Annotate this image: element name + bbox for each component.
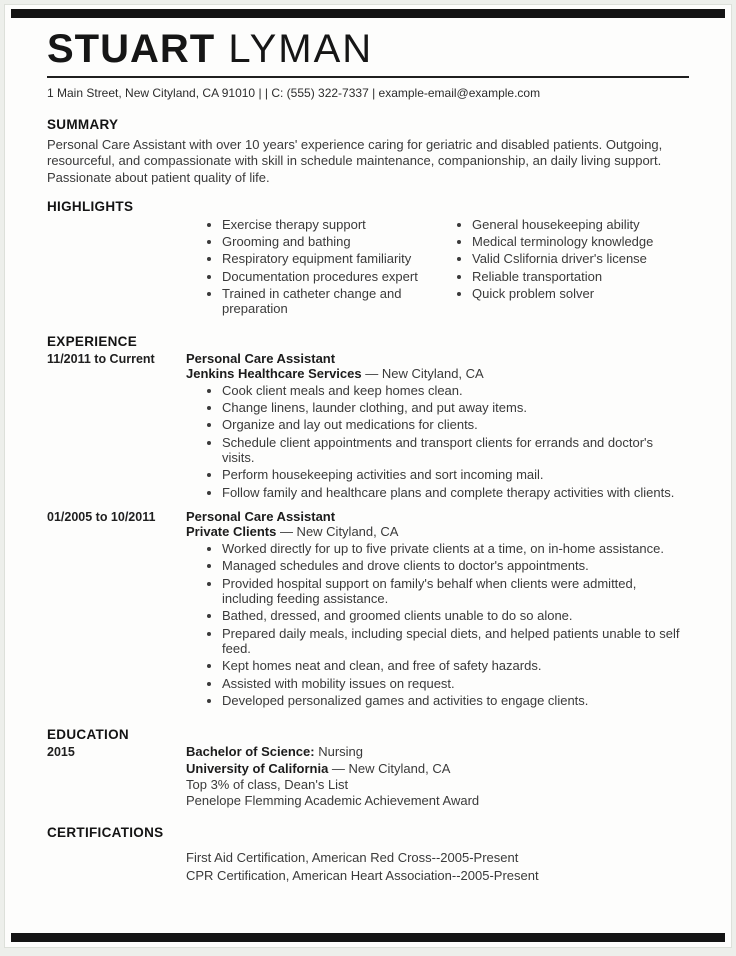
highlight-item: • Exercise therapy support	[222, 217, 436, 232]
school-name: University of California	[186, 760, 329, 776]
resume-page	[4, 4, 732, 948]
job-location: — New Cityland, CA	[361, 365, 484, 381]
job-dates: 11/2011 to Current	[47, 351, 155, 366]
job-bullet: • Cook client meals and keep homes clean.	[222, 383, 689, 398]
experience-heading: EXPERIENCE	[47, 333, 138, 349]
job-bullet: • Assisted with mobility issues on request.	[222, 676, 689, 691]
education-section	[47, 727, 689, 809]
job-bullet: • Schedule client appointments and transport clients for errands and doctor's visits.	[222, 435, 689, 466]
degree-field: Nursing	[314, 744, 364, 760]
certifications-section	[47, 825, 689, 884]
job-bullet: • Managed schedules and drove clients to doctor's appointments.	[222, 558, 689, 573]
highlight-item: • Respiratory equipment familiarity	[222, 251, 436, 266]
highlight-item: • Medical terminology knowledge	[472, 234, 689, 249]
job-bullet: • Change linens, launder clothing, and put away items.	[222, 400, 689, 415]
highlight-item: • Trained in catheter change and preparation	[222, 286, 436, 317]
job-details	[186, 351, 689, 502]
degree-title: Bachelor of Science:	[186, 744, 315, 760]
highlights-heading: HIGHLIGHTS	[47, 198, 134, 214]
job-bullet: • Developed personalized games and activities to engage clients.	[222, 693, 689, 708]
job-entry	[47, 351, 689, 502]
job-bullet: • Follow family and healthcare plans and complete therapy activities with clients.	[222, 485, 689, 500]
school-location: — New Cityland, CA	[328, 760, 451, 776]
highlights-columns	[186, 215, 689, 319]
top-divider-bar	[11, 9, 725, 18]
degree-line	[186, 744, 689, 760]
contact-line: 1 Main Street, New Cityland, CA 91010 | | C: (555) 322-7337 | example-email@example.com	[47, 86, 541, 100]
bottom-divider-bar	[11, 933, 725, 942]
job-title: Personal Care Assistant	[186, 509, 336, 525]
name-heading	[47, 29, 689, 69]
job-bullet: • Organize and lay out medications for clients.	[222, 417, 689, 432]
name-first: STUART	[47, 27, 216, 71]
education-details	[186, 744, 689, 809]
school-line	[186, 761, 689, 777]
highlight-item: • Quick problem solver	[472, 286, 689, 301]
job-bullet: • Bathed, dressed, and groomed clients unable to do so alone.	[222, 608, 689, 623]
name-last: LYMAN	[215, 27, 374, 71]
job-bullet: • Worked directly for up to five private clients at a time, on in-home assistance.	[222, 541, 689, 556]
education-heading: EDUCATION	[47, 727, 129, 743]
certifications-heading: CERTIFICATIONS	[47, 825, 164, 841]
summary-section	[47, 117, 689, 186]
name-rule	[47, 76, 689, 78]
job-entry	[47, 509, 689, 710]
job-bullet-list	[186, 541, 689, 708]
highlight-item: • Reliable transportation	[472, 269, 689, 284]
job-bullet: • Provided hospital support on family's behalf when clients were admitted, including feeding assistance.	[222, 576, 689, 607]
job-company-line	[186, 524, 689, 539]
job-bullet: • Kept homes neat and clean, and free of safety hazards.	[222, 658, 689, 673]
experience-section	[47, 334, 689, 711]
summary-heading: SUMMARY	[47, 117, 119, 132]
resume-content	[5, 5, 731, 884]
highlights-column-left	[186, 215, 436, 319]
job-company-line	[186, 366, 689, 381]
highlight-item: • General housekeeping ability	[472, 217, 689, 232]
highlights-column-right	[436, 215, 689, 319]
highlights-section	[47, 199, 689, 319]
education-detail: Top 3% of class, Dean's List	[186, 776, 349, 792]
education-entry	[47, 744, 689, 809]
job-title: Personal Care Assistant	[186, 350, 336, 366]
job-bullet: • Perform housekeeping activities and sort incoming mail.	[222, 467, 689, 482]
job-company: Jenkins Healthcare Services	[186, 365, 362, 381]
job-bullet: • Prepared daily meals, including special diets, and helped patients unable to self feed.	[222, 626, 689, 657]
education-detail: Penelope Flemming Academic Achievement Award	[186, 793, 480, 809]
highlight-item: • Documentation procedures expert	[222, 269, 436, 284]
job-company: Private Clients	[186, 524, 277, 540]
job-location: — New Cityland, CA	[276, 524, 399, 540]
certifications-list	[186, 849, 689, 884]
highlight-item: • Grooming and bathing	[222, 234, 436, 249]
job-bullet-list	[186, 383, 689, 500]
summary-text: Personal Care Assistant with over 10 years' experience caring for geriatric and disabled patients. Outgoing, resourceful, and compassionate with skill in schedule maintenance, companionship, an daily living support. Passionate about patient quality of life.	[47, 137, 663, 185]
certification-item: CPR Certification, American Heart Association--2005-Present	[186, 867, 539, 883]
highlight-item: • Valid Cslifornia driver's license	[472, 251, 689, 266]
education-year: 2015	[47, 745, 75, 760]
certification-item: First Aid Certification, American Red Cross--2005-Present	[186, 850, 519, 866]
job-details	[186, 509, 689, 710]
job-dates: 01/2005 to 10/2011	[47, 510, 156, 525]
